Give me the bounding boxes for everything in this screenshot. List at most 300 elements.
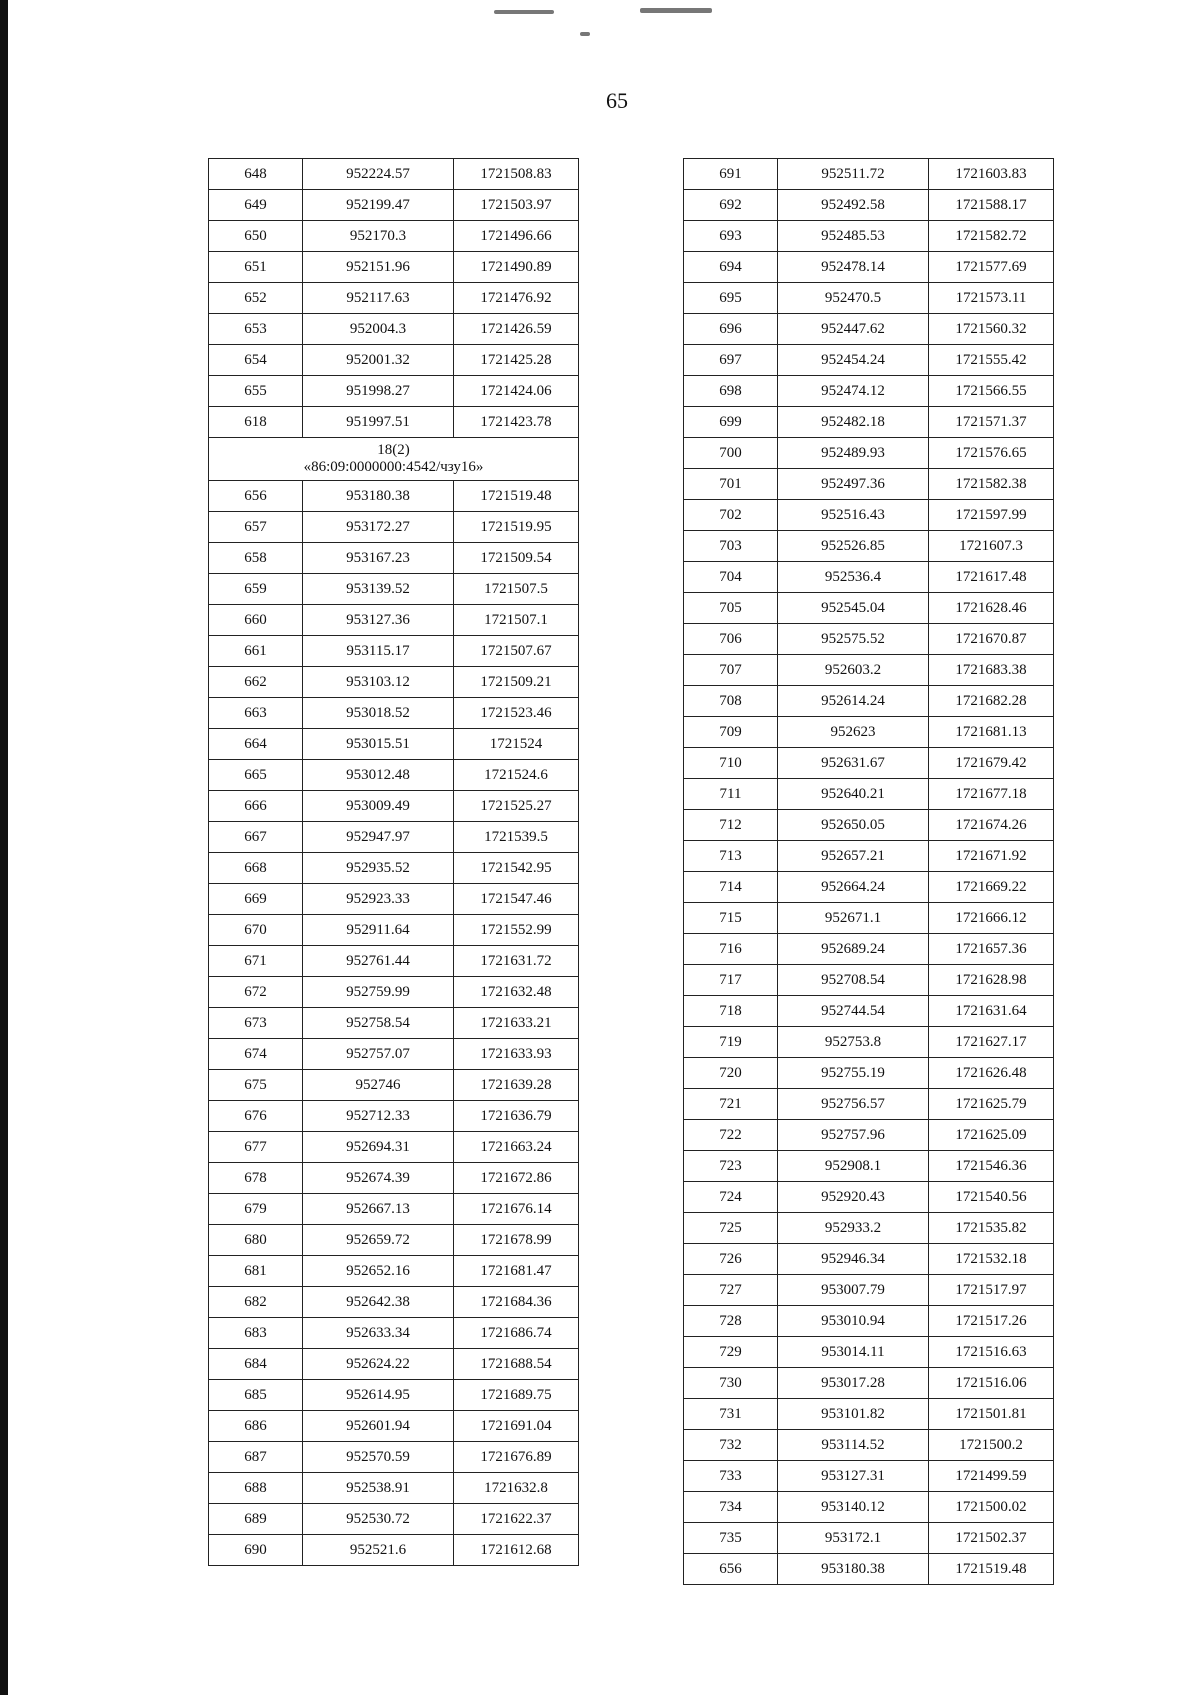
section-header-cell (209, 438, 579, 481)
table-row (684, 1027, 1054, 1058)
point-number-cell: 670 (209, 915, 303, 946)
x-coordinate-cell: 953007.79 (778, 1275, 929, 1306)
point-number-cell: 679 (209, 1194, 303, 1225)
x-coordinate-cell: 952650.05 (778, 810, 929, 841)
table-row (209, 915, 579, 946)
x-coordinate-cell: 952521.6 (303, 1535, 454, 1566)
table-row (209, 1380, 579, 1411)
table-row (684, 221, 1054, 252)
point-number-cell: 652 (209, 283, 303, 314)
point-number-cell: 727 (684, 1275, 778, 1306)
table-row (209, 407, 579, 438)
y-coordinate-cell: 1721631.64 (929, 996, 1054, 1027)
x-coordinate-cell: 952623 (778, 717, 929, 748)
x-coordinate-cell: 952536.4 (778, 562, 929, 593)
point-number-cell: 722 (684, 1120, 778, 1151)
y-coordinate-cell: 1721672.86 (454, 1163, 579, 1194)
x-coordinate-cell: 952151.96 (303, 252, 454, 283)
table-row (684, 1523, 1054, 1554)
x-coordinate-cell: 952671.1 (778, 903, 929, 934)
x-coordinate-cell: 953012.48 (303, 760, 454, 791)
x-coordinate-cell: 952657.21 (778, 841, 929, 872)
table-row (684, 1089, 1054, 1120)
x-coordinate-cell: 952757.96 (778, 1120, 929, 1151)
table-row (209, 221, 579, 252)
y-coordinate-cell: 1721681.13 (929, 717, 1054, 748)
table-row (209, 1101, 579, 1132)
point-number-cell: 733 (684, 1461, 778, 1492)
point-number-cell: 671 (209, 946, 303, 977)
point-number-cell: 718 (684, 996, 778, 1027)
table-row (209, 977, 579, 1008)
x-coordinate-cell: 952920.43 (778, 1182, 929, 1213)
y-coordinate-cell: 1721539.5 (454, 822, 579, 853)
x-coordinate-cell: 953014.11 (778, 1337, 929, 1368)
table-row (684, 1461, 1054, 1492)
x-coordinate-cell: 952659.72 (303, 1225, 454, 1256)
point-number-cell: 735 (684, 1523, 778, 1554)
x-coordinate-cell: 952757.07 (303, 1039, 454, 1070)
y-coordinate-cell: 1721540.56 (929, 1182, 1054, 1213)
x-coordinate-cell: 952516.43 (778, 500, 929, 531)
point-number-cell: 710 (684, 748, 778, 779)
y-coordinate-cell: 1721636.79 (454, 1101, 579, 1132)
table-row (684, 1151, 1054, 1182)
table-row (684, 1337, 1054, 1368)
x-coordinate-cell: 952753.8 (778, 1027, 929, 1058)
point-number-cell: 663 (209, 698, 303, 729)
point-number-cell: 649 (209, 190, 303, 221)
y-coordinate-cell: 1721507.67 (454, 636, 579, 667)
y-coordinate-cell: 1721625.09 (929, 1120, 1054, 1151)
point-number-cell: 654 (209, 345, 303, 376)
table-row (209, 481, 579, 512)
x-coordinate-cell: 953103.12 (303, 667, 454, 698)
x-coordinate-cell: 952758.54 (303, 1008, 454, 1039)
point-number-cell: 692 (684, 190, 778, 221)
point-number-cell: 715 (684, 903, 778, 934)
x-coordinate-cell: 952694.31 (303, 1132, 454, 1163)
y-coordinate-cell: 1721678.99 (454, 1225, 579, 1256)
y-coordinate-cell: 1721628.98 (929, 965, 1054, 996)
x-coordinate-cell: 952947.97 (303, 822, 454, 853)
point-number-cell: 669 (209, 884, 303, 915)
x-coordinate-cell: 952489.93 (778, 438, 929, 469)
table-row (684, 934, 1054, 965)
table-row (684, 190, 1054, 221)
point-number-cell: 734 (684, 1492, 778, 1523)
point-number-cell: 704 (684, 562, 778, 593)
y-coordinate-cell: 1721426.59 (454, 314, 579, 345)
table-row (209, 946, 579, 977)
table-row (684, 345, 1054, 376)
table-row (684, 1275, 1054, 1306)
x-coordinate-cell: 952911.64 (303, 915, 454, 946)
y-coordinate-cell: 1721500.2 (929, 1430, 1054, 1461)
point-number-cell: 653 (209, 314, 303, 345)
point-number-cell: 703 (684, 531, 778, 562)
point-number-cell: 701 (684, 469, 778, 500)
point-number-cell: 682 (209, 1287, 303, 1318)
y-coordinate-cell: 1721582.72 (929, 221, 1054, 252)
table-row (209, 1349, 579, 1380)
table-row (684, 376, 1054, 407)
point-number-cell: 706 (684, 624, 778, 655)
point-number-cell: 686 (209, 1411, 303, 1442)
y-coordinate-cell: 1721519.95 (454, 512, 579, 543)
x-coordinate-cell: 952614.95 (303, 1380, 454, 1411)
point-number-cell: 732 (684, 1430, 778, 1461)
point-number-cell: 728 (684, 1306, 778, 1337)
point-number-cell: 683 (209, 1318, 303, 1349)
table-row (209, 853, 579, 884)
table-row (684, 469, 1054, 500)
table-row (684, 903, 1054, 934)
y-coordinate-cell: 1721517.97 (929, 1275, 1054, 1306)
table-row (684, 314, 1054, 345)
left-table-rows-b (209, 481, 579, 1566)
point-number-cell: 675 (209, 1070, 303, 1101)
y-coordinate-cell: 1721509.21 (454, 667, 579, 698)
y-coordinate-cell: 1721607.3 (929, 531, 1054, 562)
point-number-cell: 678 (209, 1163, 303, 1194)
x-coordinate-cell: 952001.32 (303, 345, 454, 376)
point-number-cell: 731 (684, 1399, 778, 1430)
y-coordinate-cell: 1721657.36 (929, 934, 1054, 965)
y-coordinate-cell: 1721628.46 (929, 593, 1054, 624)
x-coordinate-cell: 952470.5 (778, 283, 929, 314)
table-row (684, 283, 1054, 314)
point-number-cell: 677 (209, 1132, 303, 1163)
table-row (209, 283, 579, 314)
section-number: 18(2) (377, 442, 410, 458)
point-number-cell: 714 (684, 872, 778, 903)
point-number-cell: 650 (209, 221, 303, 252)
y-coordinate-cell: 1721508.83 (454, 159, 579, 190)
x-coordinate-cell: 953127.36 (303, 605, 454, 636)
x-coordinate-cell: 953127.31 (778, 1461, 929, 1492)
point-number-cell: 688 (209, 1473, 303, 1504)
y-coordinate-cell: 1721671.92 (929, 841, 1054, 872)
table-row (209, 636, 579, 667)
y-coordinate-cell: 1721519.48 (929, 1554, 1054, 1585)
section-header-row (209, 438, 579, 481)
table-row (684, 1399, 1054, 1430)
x-coordinate-cell: 952624.22 (303, 1349, 454, 1380)
x-coordinate-cell: 952485.53 (778, 221, 929, 252)
point-number-cell: 711 (684, 779, 778, 810)
y-coordinate-cell: 1721663.24 (454, 1132, 579, 1163)
x-coordinate-cell: 952756.57 (778, 1089, 929, 1120)
point-number-cell: 681 (209, 1256, 303, 1287)
y-coordinate-cell: 1721499.59 (929, 1461, 1054, 1492)
table-row (209, 512, 579, 543)
y-coordinate-cell: 1721622.37 (454, 1504, 579, 1535)
x-coordinate-cell: 952004.3 (303, 314, 454, 345)
table-row (684, 407, 1054, 438)
table-row (209, 1008, 579, 1039)
scan-speck (494, 10, 554, 14)
y-coordinate-cell: 1721682.28 (929, 686, 1054, 717)
y-coordinate-cell: 1721627.17 (929, 1027, 1054, 1058)
table-row (684, 965, 1054, 996)
x-coordinate-cell: 952575.52 (778, 624, 929, 655)
point-number-cell: 730 (684, 1368, 778, 1399)
y-coordinate-cell: 1721603.83 (929, 159, 1054, 190)
y-coordinate-cell: 1721503.97 (454, 190, 579, 221)
y-coordinate-cell: 1721546.36 (929, 1151, 1054, 1182)
y-coordinate-cell: 1721525.27 (454, 791, 579, 822)
table-row (684, 686, 1054, 717)
table-row (684, 159, 1054, 190)
point-number-cell: 689 (209, 1504, 303, 1535)
point-number-cell: 685 (209, 1380, 303, 1411)
table-row (684, 996, 1054, 1027)
x-coordinate-cell: 953018.52 (303, 698, 454, 729)
y-coordinate-cell: 1721542.95 (454, 853, 579, 884)
x-coordinate-cell: 953114.52 (778, 1430, 929, 1461)
y-coordinate-cell: 1721684.36 (454, 1287, 579, 1318)
x-coordinate-cell: 952224.57 (303, 159, 454, 190)
table-row (684, 500, 1054, 531)
x-coordinate-cell: 952640.21 (778, 779, 929, 810)
x-coordinate-cell: 952755.19 (778, 1058, 929, 1089)
y-coordinate-cell: 1721424.06 (454, 376, 579, 407)
x-coordinate-cell: 952478.14 (778, 252, 929, 283)
table-row (684, 1120, 1054, 1151)
table-row (684, 810, 1054, 841)
table-row (209, 1504, 579, 1535)
point-number-cell: 659 (209, 574, 303, 605)
point-number-cell: 726 (684, 1244, 778, 1275)
y-coordinate-cell: 1721576.65 (929, 438, 1054, 469)
y-coordinate-cell: 1721552.99 (454, 915, 579, 946)
y-coordinate-cell: 1721500.02 (929, 1492, 1054, 1523)
left-table-rows-a (209, 159, 579, 438)
y-coordinate-cell: 1721496.66 (454, 221, 579, 252)
point-number-cell: 680 (209, 1225, 303, 1256)
y-coordinate-cell: 1721577.69 (929, 252, 1054, 283)
point-number-cell: 723 (684, 1151, 778, 1182)
y-coordinate-cell: 1721666.12 (929, 903, 1054, 934)
y-coordinate-cell: 1721573.11 (929, 283, 1054, 314)
table-row (209, 314, 579, 345)
point-number-cell: 697 (684, 345, 778, 376)
table-row (209, 822, 579, 853)
table-row (684, 717, 1054, 748)
x-coordinate-cell: 953009.49 (303, 791, 454, 822)
y-coordinate-cell: 1721524.6 (454, 760, 579, 791)
x-coordinate-cell: 952642.38 (303, 1287, 454, 1318)
x-coordinate-cell: 952526.85 (778, 531, 929, 562)
table-row (209, 667, 579, 698)
table-row (684, 1058, 1054, 1089)
y-coordinate-cell: 1721547.46 (454, 884, 579, 915)
point-number-cell: 664 (209, 729, 303, 760)
point-number-cell: 655 (209, 376, 303, 407)
x-coordinate-cell: 953172.27 (303, 512, 454, 543)
y-coordinate-cell: 1721679.42 (929, 748, 1054, 779)
point-number-cell: 720 (684, 1058, 778, 1089)
x-coordinate-cell: 953140.12 (778, 1492, 929, 1523)
scan-speck (580, 32, 590, 36)
table-row (209, 1225, 579, 1256)
x-coordinate-cell: 952946.34 (778, 1244, 929, 1275)
table-row (684, 655, 1054, 686)
x-coordinate-cell: 953115.17 (303, 636, 454, 667)
table-row (209, 543, 579, 574)
x-coordinate-cell: 951998.27 (303, 376, 454, 407)
scan-left-edge (0, 0, 8, 1695)
y-coordinate-cell: 1721423.78 (454, 407, 579, 438)
point-number-cell: 705 (684, 593, 778, 624)
table-row (684, 779, 1054, 810)
point-number-cell: 702 (684, 500, 778, 531)
table-row (684, 593, 1054, 624)
x-coordinate-cell: 952908.1 (778, 1151, 929, 1182)
y-coordinate-cell: 1721626.48 (929, 1058, 1054, 1089)
x-coordinate-cell: 952545.04 (778, 593, 929, 624)
table-row (209, 760, 579, 791)
coordinates-table-left (208, 158, 579, 1566)
x-coordinate-cell: 952538.91 (303, 1473, 454, 1504)
x-coordinate-cell: 952474.12 (778, 376, 929, 407)
x-coordinate-cell: 952601.94 (303, 1411, 454, 1442)
x-coordinate-cell: 952667.13 (303, 1194, 454, 1225)
point-number-cell: 656 (684, 1554, 778, 1585)
x-coordinate-cell: 952117.63 (303, 283, 454, 314)
point-number-cell: 658 (209, 543, 303, 574)
point-number-cell: 716 (684, 934, 778, 965)
table-row (684, 1430, 1054, 1461)
y-coordinate-cell: 1721490.89 (454, 252, 579, 283)
table-row (209, 729, 579, 760)
x-coordinate-cell: 953015.51 (303, 729, 454, 760)
point-number-cell: 698 (684, 376, 778, 407)
table-row (684, 748, 1054, 779)
x-coordinate-cell: 953101.82 (778, 1399, 929, 1430)
y-coordinate-cell: 1721597.99 (929, 500, 1054, 531)
table-row (209, 345, 579, 376)
y-coordinate-cell: 1721566.55 (929, 376, 1054, 407)
x-coordinate-cell: 952933.2 (778, 1213, 929, 1244)
y-coordinate-cell: 1721517.26 (929, 1306, 1054, 1337)
x-coordinate-cell: 952674.39 (303, 1163, 454, 1194)
y-coordinate-cell: 1721691.04 (454, 1411, 579, 1442)
y-coordinate-cell: 1721560.32 (929, 314, 1054, 345)
table-row (209, 1132, 579, 1163)
y-coordinate-cell: 1721669.22 (929, 872, 1054, 903)
table-row (684, 1244, 1054, 1275)
point-number-cell: 687 (209, 1442, 303, 1473)
point-number-cell: 717 (684, 965, 778, 996)
point-number-cell: 725 (684, 1213, 778, 1244)
y-coordinate-cell: 1721631.72 (454, 946, 579, 977)
x-coordinate-cell: 953017.28 (778, 1368, 929, 1399)
point-number-cell: 684 (209, 1349, 303, 1380)
x-coordinate-cell: 952170.3 (303, 221, 454, 252)
point-number-cell: 665 (209, 760, 303, 791)
table-row (684, 252, 1054, 283)
x-coordinate-cell: 952744.54 (778, 996, 929, 1027)
x-coordinate-cell: 951997.51 (303, 407, 454, 438)
x-coordinate-cell: 952511.72 (778, 159, 929, 190)
point-number-cell: 672 (209, 977, 303, 1008)
point-number-cell: 729 (684, 1337, 778, 1368)
table-row (209, 1442, 579, 1473)
x-coordinate-cell: 952935.52 (303, 853, 454, 884)
point-number-cell: 662 (209, 667, 303, 698)
point-number-cell: 666 (209, 791, 303, 822)
table-row (209, 1318, 579, 1349)
x-coordinate-cell: 953167.23 (303, 543, 454, 574)
x-coordinate-cell: 952530.72 (303, 1504, 454, 1535)
x-coordinate-cell: 952712.33 (303, 1101, 454, 1132)
table-row (209, 1411, 579, 1442)
y-coordinate-cell: 1721681.47 (454, 1256, 579, 1287)
x-coordinate-cell: 953180.38 (303, 481, 454, 512)
x-coordinate-cell: 952746 (303, 1070, 454, 1101)
point-number-cell: 721 (684, 1089, 778, 1120)
y-coordinate-cell: 1721507.1 (454, 605, 579, 636)
table-row (209, 1256, 579, 1287)
table-row (684, 1554, 1054, 1585)
x-coordinate-cell: 952199.47 (303, 190, 454, 221)
x-coordinate-cell: 952631.67 (778, 748, 929, 779)
table-row (209, 252, 579, 283)
right-table-rows (684, 159, 1054, 1585)
point-number-cell: 693 (684, 221, 778, 252)
table-row (209, 1287, 579, 1318)
x-coordinate-cell: 952482.18 (778, 407, 929, 438)
x-coordinate-cell: 953139.52 (303, 574, 454, 605)
point-number-cell: 694 (684, 252, 778, 283)
x-coordinate-cell: 952454.24 (778, 345, 929, 376)
x-coordinate-cell: 952761.44 (303, 946, 454, 977)
y-coordinate-cell: 1721633.93 (454, 1039, 579, 1070)
point-number-cell: 667 (209, 822, 303, 853)
point-number-cell: 695 (684, 283, 778, 314)
table-row (684, 531, 1054, 562)
section-cadastral-number: «86:09:0000000:4542/чзу16» (303, 459, 484, 475)
y-coordinate-cell: 1721509.54 (454, 543, 579, 574)
y-coordinate-cell: 1721501.81 (929, 1399, 1054, 1430)
y-coordinate-cell: 1721516.63 (929, 1337, 1054, 1368)
table-row (209, 190, 579, 221)
table-row (684, 1213, 1054, 1244)
point-number-cell: 696 (684, 314, 778, 345)
y-coordinate-cell: 1721632.8 (454, 1473, 579, 1504)
point-number-cell: 719 (684, 1027, 778, 1058)
table-row (209, 605, 579, 636)
x-coordinate-cell: 952497.36 (778, 469, 929, 500)
y-coordinate-cell: 1721476.92 (454, 283, 579, 314)
scan-speck (640, 8, 712, 13)
point-number-cell: 648 (209, 159, 303, 190)
point-number-cell: 713 (684, 841, 778, 872)
table-row (684, 562, 1054, 593)
point-number-cell: 657 (209, 512, 303, 543)
x-coordinate-cell: 952492.58 (778, 190, 929, 221)
y-coordinate-cell: 1721676.89 (454, 1442, 579, 1473)
x-coordinate-cell: 952633.34 (303, 1318, 454, 1349)
table-row (209, 698, 579, 729)
table-row (684, 872, 1054, 903)
y-coordinate-cell: 1721677.18 (929, 779, 1054, 810)
table-row (209, 1039, 579, 1070)
point-number-cell: 668 (209, 853, 303, 884)
y-coordinate-cell: 1721632.48 (454, 977, 579, 1008)
